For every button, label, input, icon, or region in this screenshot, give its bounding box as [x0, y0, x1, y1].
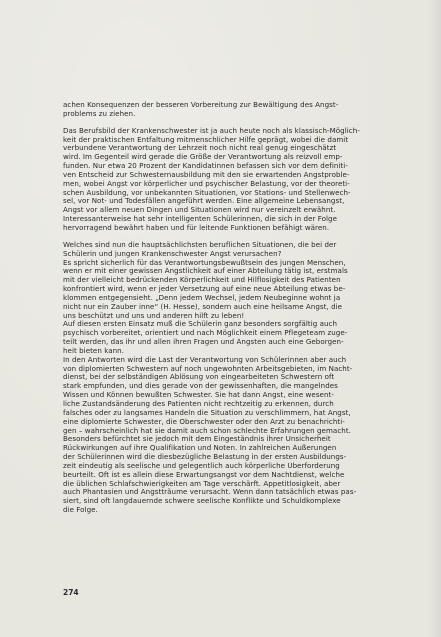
- text-line: von diplomierten Schwestern auf noch ungewohnten Arbeitsgebieten, im Nacht-: [63, 364, 353, 373]
- text-line: uns beschützt und uns und anderen hilft zu leben!: [63, 311, 245, 320]
- text-line: sel, vor Not- und Todesfällen angeführt werden. Eine allgemeine Lebensangst,: [63, 197, 345, 206]
- text-line: auch Phantasien und Angstträume verursacht. Wenn dann tatsächlich etwas pas-: [63, 488, 357, 497]
- text-line: achen Konsequenzen der besseren Vorbereitung zur Bewältigung des Angst-: [63, 101, 339, 109]
- text-line: wird. Im Gegenteil wird gerade die Größe der Verantwortung als reizvoll emp-: [63, 153, 343, 162]
- text-line: klommen entgegensieht. „Denn jedem Wechsel, jedem Neubeginne wohnt ja: [63, 293, 341, 302]
- text-line: nicht nur ein Zauber inne“ (H. Hesse), sondern auch eine heilsame Angst, die: [63, 302, 343, 311]
- text-line: dienst, bei der selbständigen Ablösung von eingearbeiteten Schwestern oft: [63, 373, 335, 382]
- text-line: teilt werden, das ihr und allen ihren Fragen und Ängsten auch eine Geborgen-: [63, 338, 344, 347]
- text-line: Angst vor allem neuen Dingen und Situationen wird nur vereinzelt erwähnt.: [63, 206, 336, 215]
- text-line: gen – wahrscheinlich hat sie damit auch schon schlechte Erfahrungen gemacht.: [63, 426, 351, 435]
- paragraph-berufsbild: [63, 127, 429, 233]
- text-line: verbundene Verantwortung der Lehrzeit noch nicht real genug eingeschätzt: [63, 144, 337, 153]
- page-edge-shadow: [427, 0, 441, 637]
- page-number: 274: [63, 588, 79, 597]
- text-line: Auf diesen ersten Einsatz muß die Schülerin ganz besonders sorgfältig auch: [63, 320, 338, 329]
- text-line: die üblichen Schlafschwierigkeiten am Tage verschärft. Appetitlosigkeit, aber: [63, 479, 341, 488]
- text-line: heit bieten kann.: [63, 346, 125, 355]
- text-line: Das Berufsbild der Krankenschwester ist ja auch heute noch als klassisch-Möglich-: [63, 126, 360, 135]
- text-line: eine diplomierte Schwester, die Oberschwester oder den Arzt zu benachrichti-: [63, 417, 345, 426]
- text-line: Welches sind nun die hauptsächlichsten beruflichen Situationen, die bei der: [63, 240, 337, 249]
- text-line: der Schülerinnen wird die diesbezügliche Belastung in der ersten Ausbildungs-: [63, 453, 347, 462]
- text-line: Besonders befürchtet sie jedoch mit dem Eingeständnis ihrer Unsicherheit: [63, 435, 331, 444]
- text-line: problems zu ziehen.: [63, 109, 136, 118]
- text-line: funden. Nur etwa 20 Prozent der Kandidatinnen befassen sich vor dem definiti-: [63, 162, 348, 171]
- text-line: stark empfunden, und dies gerade von der gewissenhaften, die mangelndes: [63, 382, 338, 391]
- text-line: siert, sind oft langdauernde schwere seelische Konflikte und Schuldkomplexe: [63, 497, 341, 506]
- text-line: mit der vielleicht bedrückenden Körperlichkeit und Hilflosigkeit des Patienten: [63, 276, 341, 285]
- text-line: die Folge.: [63, 506, 98, 515]
- text-line: men, wobei Angst vor körperlicher und psychischer Belastung, vor der theoreti-: [63, 179, 350, 188]
- text-line: konfrontiert wird, wenn er jeder Versetzung auf eine neue Abteilung etwas be-: [63, 285, 346, 294]
- paragraph-intro: [63, 101, 429, 119]
- text-line: Interessanterweise hat sehr intelligenten Schülerinnen, die sich in der Folge: [63, 215, 338, 224]
- text-line: falsches oder zu langsames Handeln die Situation zu verschlimmern, hat Angst,: [63, 408, 351, 417]
- text-line: Es spricht sicherlich für das Verantwortungsbewußtsein des jungen Menschen,: [63, 258, 346, 267]
- text-line: In den Antworten wird die Last der Verantwortung von Schülerinnen aber auch: [63, 355, 347, 364]
- text-line: schen Ausbildung, vor unbekannten Situationen, vor Stations- und Stellenwech-: [63, 188, 351, 197]
- text-line: Schülerin und jungen Krankenschwester Angst verursachen?: [63, 249, 282, 258]
- text-line: hervorragend bewährt haben und für leitende Funktionen befähigt wären.: [63, 223, 330, 232]
- text-line: psychisch vorbereitet, orientiert und nach Möglichkeit einem Pflegeteam zuge-: [63, 329, 348, 338]
- text-line: liche Zustandsänderung des Patienten nicht rechtzeitig zu erkennen, durch: [63, 400, 334, 408]
- text-line: wenn er mit einer gewissen Ängstlichkeit auf einer Abteilung tätig ist, erstmals: [63, 267, 348, 276]
- body-text: [63, 101, 429, 523]
- text-line: zeit eindeutig als seelische und gelegentlich auch körperliche Überforderung: [63, 461, 340, 470]
- text-line: Rückwirkungen auf ihre Qualifikation und Noten. In zahlreichen Äußerungen: [63, 444, 337, 453]
- text-line: ven Entscheid zur Schwesternausbildung mit den sie erwartenden Angstproble-: [63, 170, 350, 179]
- text-line: Wissen und Können bewußten Schwester. Sie hat dann Angst, eine wesent-: [63, 391, 334, 400]
- text-line: keit der praktischen Entfaltung mitmenschlicher Hilfe geprägt, wobei die damit: [63, 135, 349, 144]
- paragraph-situationen: [63, 241, 429, 515]
- text-line: beurteilt. Oft ist es allein diese Erwartungsangst vor dem Nachtdienst, welche: [63, 470, 345, 479]
